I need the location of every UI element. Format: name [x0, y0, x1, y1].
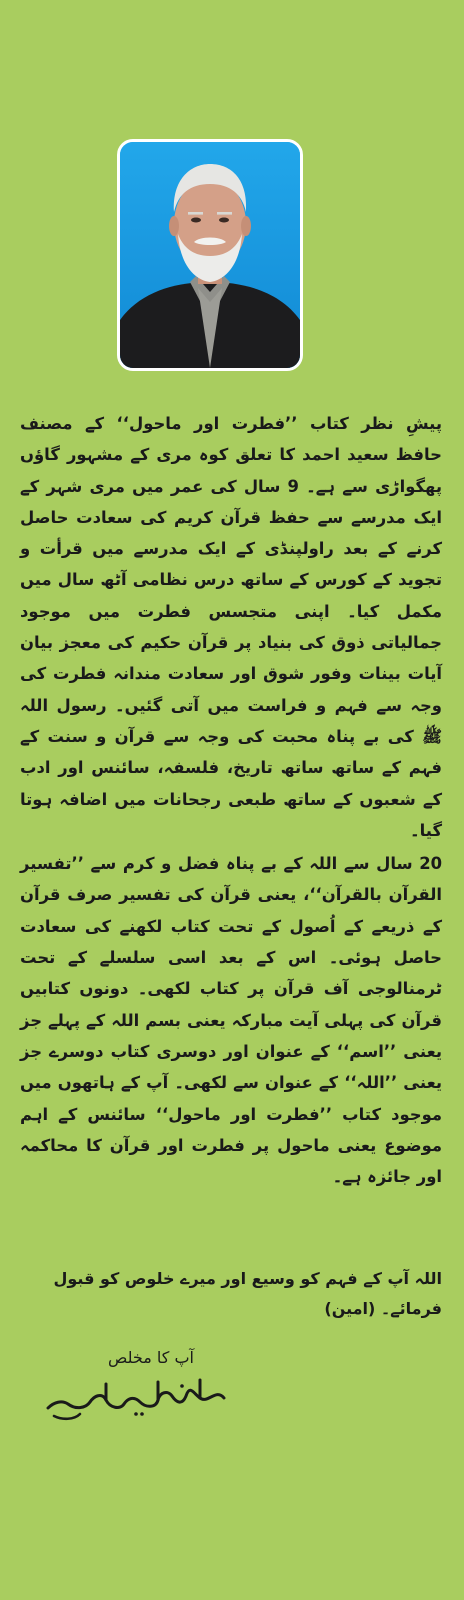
handwritten-signature: [40, 1374, 230, 1424]
author-portrait-illustration: [120, 142, 300, 368]
biography-paragraph-1: پیشِ نظر کتاب ’’فطرت اور ماحول‘‘ کے مصنف حافظ سعید احمد کا تعلق کوہ مری کے مشہور گاؤں پھگواڑی سے ہے۔ 9 سال کی عمر میں مری شہر کے ایک مدرسے سے حفظ قرآن کریم کی سعادت حاصل کرنے کے بعد راولپنڈی کے ایک مدرسے میں قرأت و تجوید کے کورس کے ساتھ درس نظامی آٹھ سال میں مکمل کیا۔ اپنی متجسس فطرت میں موجود جمالیاتی ذوق کی بنیاد پر قرآن حکیم کی معجز بیان آیات بینات وفور شوق اور سعادت مندانہ فطرت کی وجہ سے فہم و فراست میں آتی گئیں۔ رسول اللہ ﷺ کی بے پناہ محبت کی وجہ سے قرآن و سنت کے فہم کے ساتھ ساتھ تاریخ، فلسفہ، سائنس اور ادب کے شعبوں کے ساتھ طبعی رجحانات میں اضافہ ہوتا گیا۔: [20, 414, 443, 840]
author-portrait-photo: [117, 139, 303, 371]
biography-paragraph-2: 20 سال سے اللہ کے بے پناہ فضل و کرم سے ’’تفسیر القرآن بالقرآن‘‘، یعنی قرآن کی تفسیر صرف قرآن کے ذریعے کے اُصول کے تحت کتاب لکھنے کی سعادت حاصل ہوئی۔ اس کے بعد اسی سلسلے کے تحت ٹرمنالوجی آف قرآن پر کتاب لکھی۔ دونوں کتابیں قرآن کی پہلی آیت مبارکہ یعنی بسم اللہ کے پہلے جز یعنی ’’اسم‘‘ کے عنوان اور دوسری کتاب دوسرے جز یعنی ’’اللہ‘‘ کے عنوان سے لکھی۔ آپ کے ہاتھوں میں موجود کتاب ’’فطرت اور ماحول‘‘ سائنس کے اہم موضوع یعنی ماحول پر فطرت اور قرآن کا محاکمہ اور جائزہ ہے۔: [20, 854, 442, 1187]
signoff-greeting: آپ کا مخلص: [108, 1348, 194, 1367]
signature-graphic: [40, 1374, 230, 1424]
closing-prayer: اللہ آپ کے فہم کو وسیع اور میرے خلوص کو قبول فرمائے۔ (امین): [53, 1269, 442, 1318]
author-biography: [20, 408, 442, 1192]
